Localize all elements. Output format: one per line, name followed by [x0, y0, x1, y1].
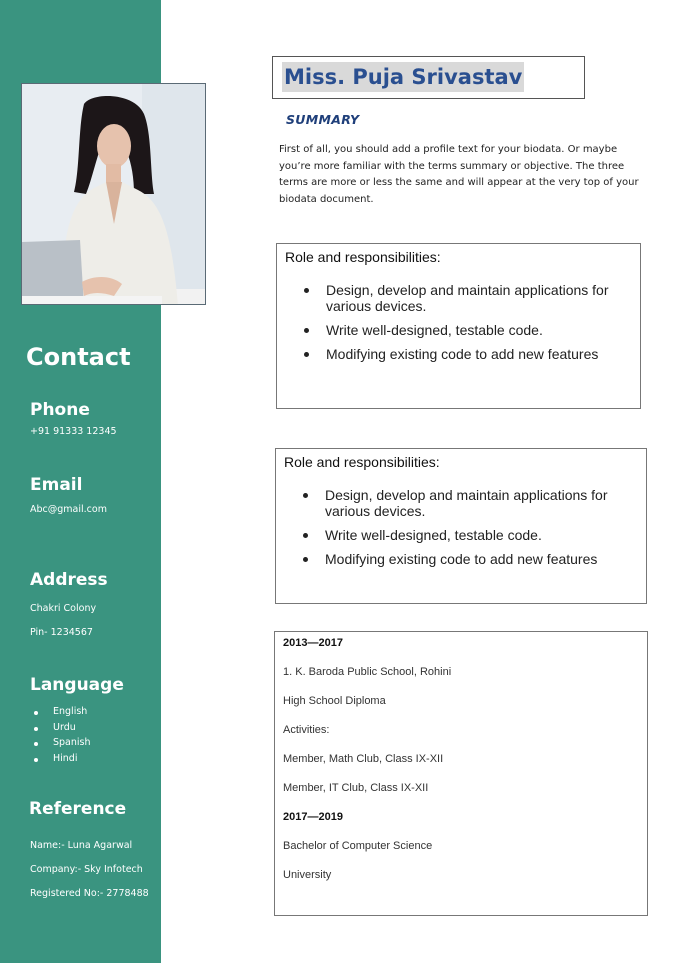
summary-heading: SUMMARY [286, 112, 360, 127]
role-item: Modifying existing code to add new features [299, 551, 634, 567]
language-item: English [30, 706, 91, 722]
role-item: Write well-designed, testable code. [300, 322, 635, 338]
education-box [274, 631, 648, 916]
language-item: Urdu [30, 722, 91, 738]
education-years: 2017—2019 [283, 811, 343, 823]
address-label: Address [30, 570, 108, 590]
email-label: Email [30, 475, 83, 495]
role-list [300, 282, 635, 370]
education-activity: Member, IT Club, Class IX-XII [283, 782, 429, 794]
language-list [30, 706, 91, 768]
summary-line: biodata document. [279, 193, 374, 205]
page-title: Miss. Puja Srivastav [282, 62, 524, 92]
address-line: Chakri Colony [30, 603, 97, 614]
profile-photo [21, 83, 206, 305]
reference-label: Reference [29, 799, 127, 819]
education-school: 1. K. Baroda Public School, Rohini [283, 666, 452, 678]
role-item: Design, develop and maintain applications for various devices. [300, 282, 635, 314]
education-activity: Member, Math Club, Class IX-XII [283, 753, 444, 765]
phone-label: Phone [30, 400, 90, 420]
reference-name: Name:- Luna Agarwal [30, 840, 133, 851]
education-degree: Bachelor of Computer Science [283, 840, 433, 852]
summary-line: you’re more familiar with the terms summary or objective. The three [279, 160, 625, 172]
contact-heading: Contact [26, 343, 131, 371]
role-item: Write well-designed, testable code. [299, 527, 634, 543]
role-list [299, 487, 634, 575]
role-box-2 [275, 448, 647, 604]
role-box-1 [276, 243, 641, 409]
education-degree: High School Diploma [283, 695, 386, 707]
summary-line: terms are more or less the same and will appear at the very top of your [279, 177, 639, 188]
name-box [272, 56, 585, 99]
email-value: Abc@gmail.com [30, 504, 107, 515]
role-title: Role and responsibilities: [285, 249, 441, 265]
phone-value: +91 91333 12345 [30, 426, 117, 437]
education-years: 2013—2017 [283, 637, 343, 649]
language-label: Language [30, 675, 124, 695]
language-item: Hindi [30, 753, 91, 769]
role-item: Design, develop and maintain applications for various devices. [299, 487, 634, 519]
summary-line: First of all, you should add a profile text for your biodata. Or maybe [279, 144, 618, 155]
summary-text [279, 142, 654, 208]
role-item: Modifying existing code to add new features [300, 346, 635, 362]
education-institution: University [283, 869, 332, 881]
reference-registered: Registered No:- 2778488 [30, 888, 149, 899]
role-title: Role and responsibilities: [284, 454, 440, 470]
education-activities-label: Activities: [283, 724, 330, 736]
reference-company: Company:- Sky Infotech [30, 864, 143, 875]
address-pin: Pin- 1234567 [30, 627, 93, 638]
language-item: Spanish [30, 737, 91, 753]
